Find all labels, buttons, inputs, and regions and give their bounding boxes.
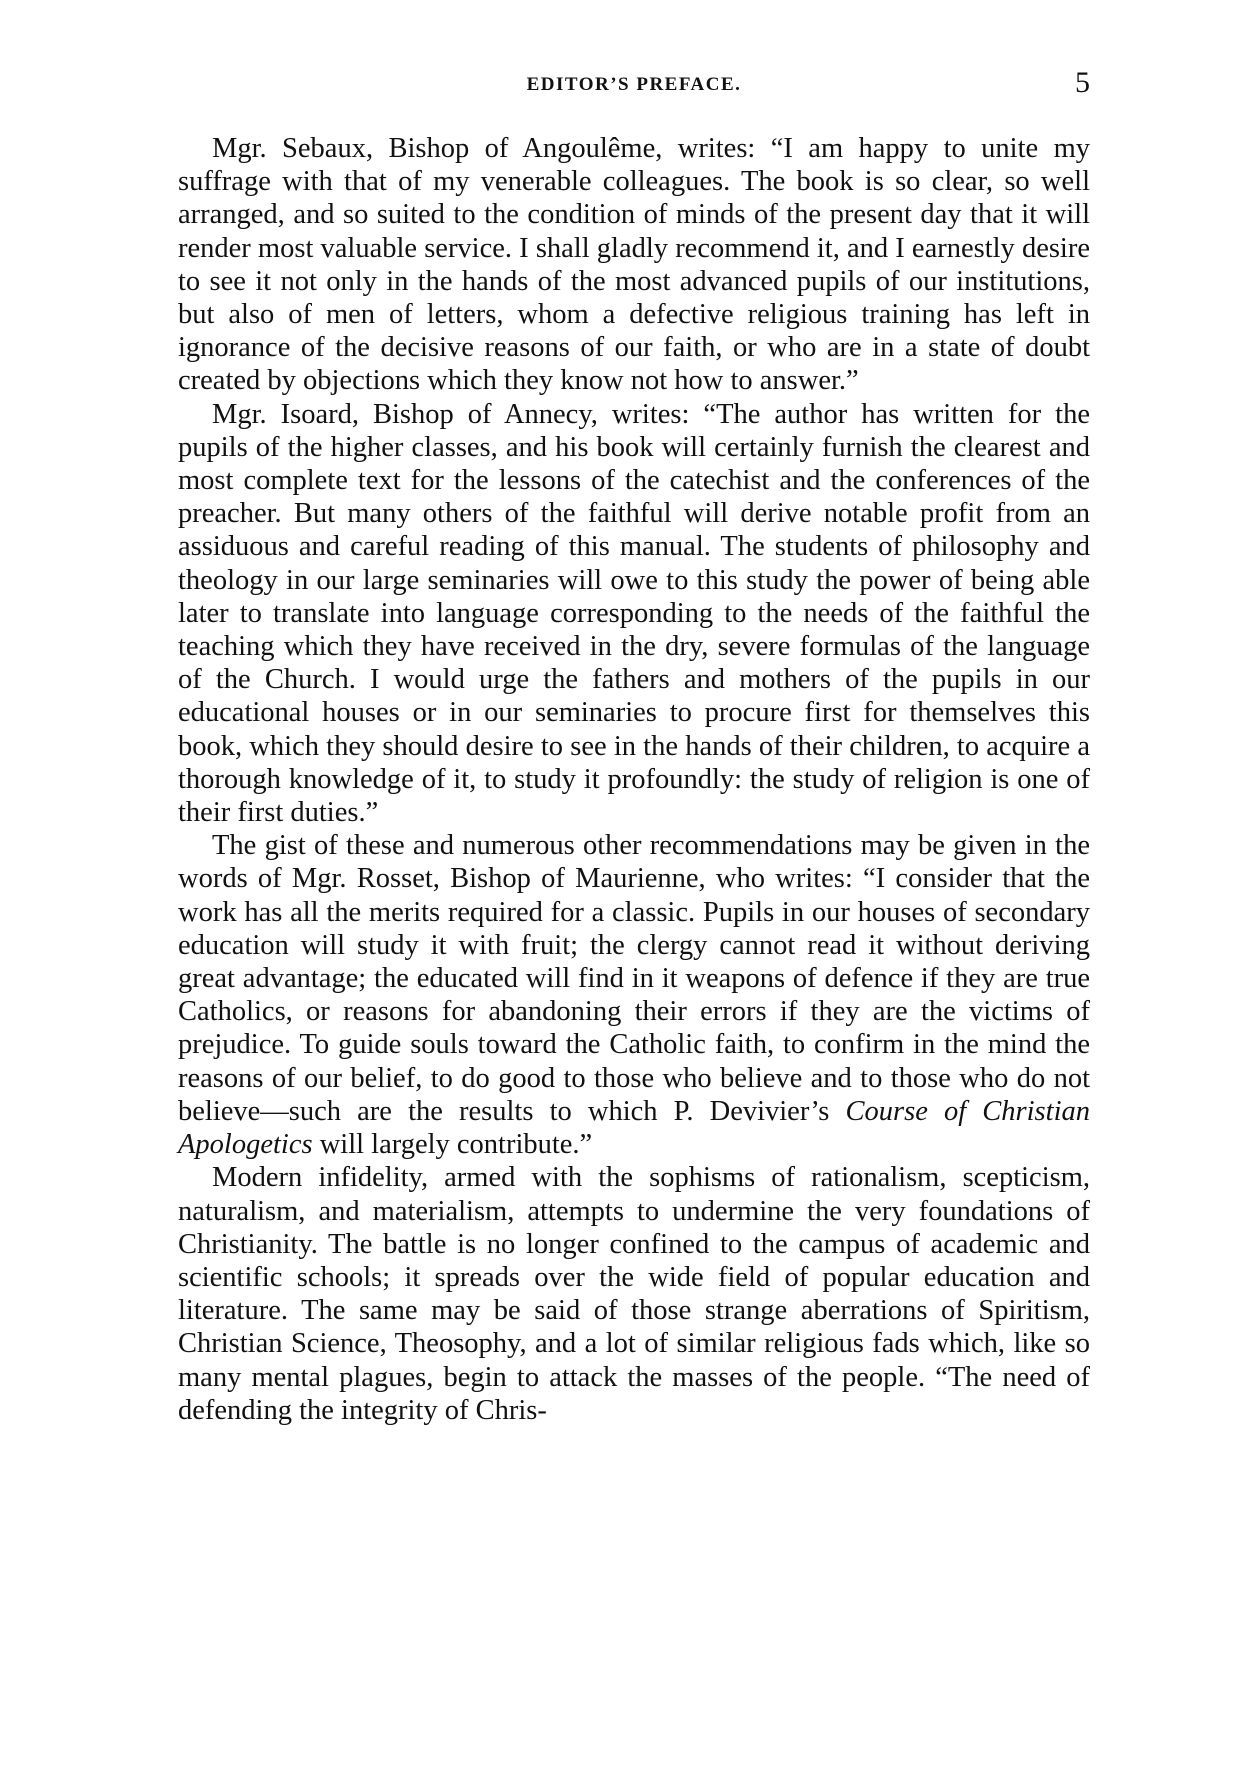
paragraph-rosset-text-after: will largely contribute.” — [312, 1129, 593, 1161]
paragraph-rosset-text-before: The gist of these and numerous other recommendations may be given in the words of Mgr. Rosset, Bishop of Maurienne, who writes: “I consider that the work has all the merits required for a classic. Pupils in our houses of secondary education will study it with fruit; the clergy cannot read it without deriving great advantage; the educated will find in it weapons of defence if they are true Catholics, or reasons for abandoning their errors if they are the victims of prejudice. To guide souls toward the Catholic faith, to confirm in the mind the reasons of our belief, to do good to those who believe and to those who do not believe—such are the results to which P. Devivier’s — [178, 830, 1090, 1127]
paragraph-rosset-quote — [178, 829, 1090, 1161]
running-head: EDITOR’S PREFACE. — [526, 74, 742, 95]
paragraph-isoard-quote: Mgr. Isoard, Bishop of Annecy, writes: “The author has written for the pupils of the higher classes, and his book will certainly furnish the clearest and most complete text for the lessons of the catechist and the conferences of the preacher. But many others of the faithful will derive notable profit from an assiduous and careful reading of this manual. The students of philosophy and theology in our large seminaries will owe to this study the power of being able later to translate into language corresponding to the needs of the faithful the teaching which they have received in the dry, severe formulas of the language of the Church. I would urge the fathers and mothers of the pupils in our educational houses or in our seminaries to procure first for themselves this book, which they should desire to see in the hands of their children, to acquire a thorough knowledge of it, to study it profoundly: the study of religion is one of their first duties.” — [178, 398, 1090, 829]
paragraph-modern-infidelity: Modern infidelity, armed with the sophisms of rationalism, scepticism, naturalism, and materialism, attempts to undermine the very foundations of Christianity. The battle is no longer confined to the campus of academic and scientific schools; it spreads over the wide field of popular education and literature. The same may be said of those strange aberrations of Spiritism, Christian Science, Theosophy, and a lot of similar religious fads which, like so many mental plagues, begin to attack the masses of the people. “The need of defending the integrity of Chris- — [178, 1162, 1090, 1426]
body-text — [178, 132, 1090, 1427]
page-number: 5 — [1075, 66, 1090, 99]
page-header — [178, 68, 1090, 108]
paragraph-sebaux-quote: Mgr. Sebaux, Bishop of Angoulême, writes: “I am happy to unite my suffrage with that of my venerable colleagues. The book is so clear, so well arranged, and so suited to the condition of minds of the present day that it will render most valuable service. I shall gladly recommend it, and I earnestly desire to see it not only in the hands of the most advanced pupils of our institutions, but also of men of letters, whom a defective religious training has left in ignorance of the decisive reasons of our faith, or who are in a state of doubt created by objections which they know not how to answer.” — [178, 133, 1090, 397]
book-title: Course of Christian Apologetics — [178, 1095, 1090, 1161]
